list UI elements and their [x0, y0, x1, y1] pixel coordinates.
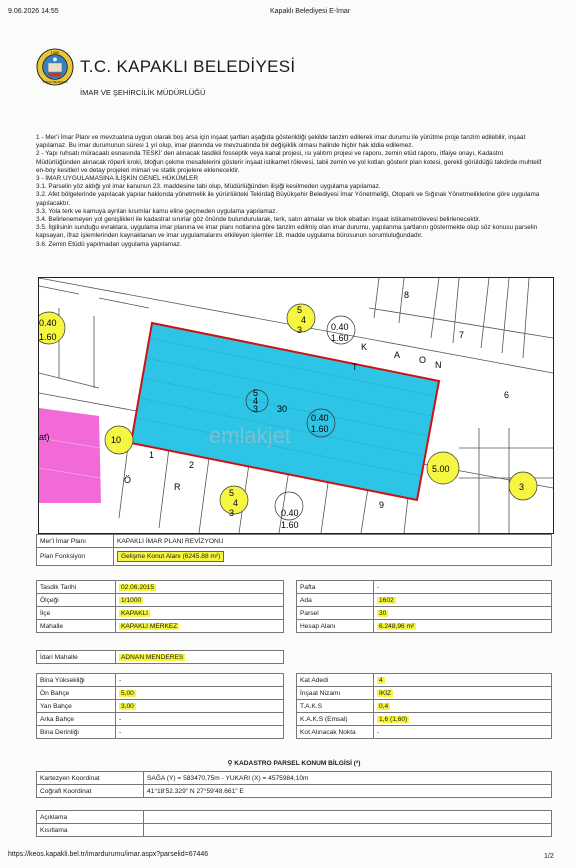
map-label-160-a: 1.60 — [39, 332, 57, 342]
note-1: 1 - Mer'i İmar Planı ve mevzuatına uygun olarak boş arsa için inşaat şartları aşağıda gösterildiği şekilde tanzim edilerek imar durumu ile yürütme proje tanzim edilebilir, inşaat yapılamaz. Bu imar durumunun süresi 1 yıl olup, imar planında ve mevzuatında bir değişiklik olması halinde hiçbir hak iddia edilemez. — [36, 134, 526, 150]
taks-label: T.A.K.S — [297, 700, 374, 713]
scale-label: Ölçeği — [37, 594, 116, 607]
front-yard-label: Ön Bahçe — [37, 687, 116, 700]
admin-neighborhood-table — [36, 650, 284, 664]
cartesian-label: Kartezyen Koordinat — [37, 772, 144, 785]
building-table-left — [36, 673, 284, 739]
geographic-label: Coğrafi Koordinat — [37, 785, 144, 798]
approval-date-value: 02.06.2015 — [121, 583, 155, 591]
plan-label: Mer'i İmar Planı — [37, 535, 114, 548]
map-label-5-a: 5 — [297, 305, 303, 315]
geographic-value: 41°18'52.329" N 27°59'48.661" E — [144, 785, 552, 798]
zoning-map-drawing — [39, 278, 553, 533]
map-label-4-a: 4 — [301, 315, 307, 325]
note-3-2: 3.2. Afet bölgelerinde yapılacak yapılar hakkında yönetmelik ile yürürlükteki Tekirdağ Büyükşehir Belediyesi İmar Yönetmeliği, Otopark ve Sığınak Yönetmeliklerine göre uygulama yapılacaktır. — [36, 191, 540, 207]
map-road-letter-o: Ö — [124, 475, 132, 485]
org-title: T.C. KAPAKLI BELEDİYESİ — [80, 57, 296, 76]
note-3-4: 3.4. Belirlenemeyen yol genişlikleri ile kadastral sınırlar göz önünde bulundurularak, terk, satın almalar ve blok ebatları inşaat istikametrölevesi belirlenecektir. — [36, 216, 481, 224]
map-road-letter-r: R — [174, 482, 181, 492]
map-road-letter-n: N — [435, 360, 442, 370]
location-pin-icon: ⚲ — [227, 760, 233, 767]
floor-count-label: Kat Adedi — [297, 674, 374, 687]
map-label-at: at) — [39, 432, 50, 442]
logo-name: KAPAKLI BELEDİYESİ — [42, 81, 68, 85]
building-height-label: Bina Yüksekliği — [37, 674, 116, 687]
page-number: 1/2 — [544, 853, 554, 860]
restriction-label: Kısıtlama — [37, 824, 144, 837]
admin-neighborhood-label: İdari Mahalle — [37, 651, 116, 664]
map-label-30: 30 — [277, 404, 288, 414]
map-label-10: 10 — [111, 435, 122, 445]
watermark-text: emlakjet — [209, 423, 291, 448]
map-label-1: 1 — [149, 450, 155, 460]
taks-value: 0,4 — [379, 702, 389, 710]
front-yard-value: 5,00 — [121, 689, 134, 697]
map-label-160-b: 1.60 — [331, 333, 349, 343]
org-subtitle: İMAR VE ŞEHİRCİLİK MÜDÜRLÜĞÜ — [80, 88, 206, 97]
function-value: Gelişme Konut Alanı (6245.88 m²) — [117, 551, 224, 562]
building-height-value: - — [116, 674, 284, 687]
rear-yard-label: Arka Bahçe — [37, 713, 116, 726]
general-notes — [36, 134, 544, 249]
notes-table — [36, 810, 552, 837]
location-table-left — [36, 580, 284, 633]
floor-count-value: 4 — [379, 676, 383, 684]
map-label-040-c: 0.40 — [311, 413, 329, 423]
map-label-040-d: 0.40 — [281, 508, 299, 518]
block-label: Ada — [297, 594, 374, 607]
admin-neighborhood-value: ADNAN MENDERES — [121, 653, 184, 661]
map-label-9: 9 — [379, 500, 385, 510]
scale-value: 1/1000 — [121, 596, 142, 604]
plan-value: KAPAKLI İMAR PLANI REVİZYONU — [114, 535, 552, 548]
note-3: 3 - İMAR UYGULAMASINA İLİŞKİN GENEL HÜKÜMLER — [36, 175, 199, 183]
map-label-2: 2 — [189, 460, 195, 470]
sheet-label: Pafta — [297, 581, 374, 594]
district-value: KAPAKLI — [121, 609, 148, 617]
footer-url[interactable]: https://keos.kapakli.bel.tr/imardurumu/imar.aspx?parselid=67446 — [8, 851, 209, 858]
map-road-letter-o2: O — [419, 355, 427, 365]
neighborhood-label: Mahalle — [37, 620, 116, 633]
cadastre-section-title: ⚲ KADASTRO PARSEL KONUM BİLGİSİ (²) — [227, 760, 361, 767]
note-3-5: 3.5. İlgilisinin sunduğu evraklara, uygulama imar planına ve imar planı notlarına göre tanzim edilmiş olan imar durumu, yapılanma şartlarını göstermekte olup söz konusu parselin kapsayan, ifraz işlemlerinden kaynaklanan ve imar uygulamalarını etkileyen işlemler 18. madde uygulama bürosunun sorumluluğundadır. — [36, 224, 538, 240]
function-label: Plan Fonksiyon — [37, 548, 114, 566]
note-2: 2 - Yapı ruhsatı müracaatı esnasında TESKİ' den alınacak tasdikli fosseptik veya kanal projesi, ısı yalıtım projesi ve raporu, zemin etüd raporu, itfaiye onayı, Kadastro Müdürlüğünden alınacak röperli kroki, bloğun çekme mesafelerini gösterir inşaat istikamet rölevesi, tabii zemin ve yol kotları gösterir plan kotesi, gerekli görüldüğü takdirde muhtelif en-boy kesitleri ve detay projeleri mimari ve statik projelere eklenecektir. — [36, 150, 542, 174]
district-label: İlçe — [37, 607, 116, 620]
restriction-value — [144, 824, 552, 837]
map-label-3-d: 3 — [519, 482, 525, 492]
parcel-value: 30 — [379, 609, 387, 617]
building-depth-label: Bina Derinliği — [37, 726, 116, 739]
neighborhood-value: KAPAKLI MERKEZ — [121, 622, 178, 630]
side-yard-value: 3,00 — [121, 702, 134, 710]
map-label-4-b: 4 — [253, 396, 259, 406]
print-header-title: Kapaklı Belediyesi E-İmar — [270, 8, 351, 15]
area-label: Hesap Alanı — [297, 620, 374, 633]
note-3-6: 3.6. Zemin Etüdü yapılmadan uygulama yapılamaz. — [36, 240, 182, 248]
map-label-6: 6 — [504, 390, 510, 400]
description-label: Açıklama — [37, 811, 144, 824]
map-label-160-d: 1.60 — [281, 520, 299, 530]
map-label-8: 8 — [404, 290, 410, 300]
kaks-value: 1,6 (1,60) — [379, 715, 408, 723]
level-point-label: Kot Alınacak Nokta — [297, 726, 374, 739]
print-datetime: 9.06.2026 14:55 — [8, 8, 59, 15]
description-value — [144, 811, 552, 824]
map-label-5-b: 5 — [253, 388, 259, 398]
block-value: 1602 — [379, 596, 394, 604]
pink-zone — [39, 408, 101, 503]
map-label-160-c: 1.60 — [311, 424, 329, 434]
side-yard-label: Yan Bahçe — [37, 700, 116, 713]
area-value: 6.248,96 m² — [379, 622, 415, 630]
rear-yard-value: - — [116, 713, 284, 726]
construction-order-value: İKİZ — [379, 689, 392, 697]
map-road-letter-t: T — [352, 362, 358, 372]
kaks-label: K.A.K.S (Emsal) — [297, 713, 374, 726]
building-depth-value: - — [116, 726, 284, 739]
map-label-3-b: 3 — [253, 404, 259, 414]
map-label-040-b: 0.40 — [331, 322, 349, 332]
cartesian-value: SAĞA (Y) = 583470,75m - YUKARI (X) = 4575984,10m — [144, 772, 552, 785]
municipality-logo — [36, 48, 74, 86]
sheet-value: - — [374, 581, 552, 594]
map-road-letter-a: A — [394, 350, 401, 360]
parcel-label: Parsel — [297, 607, 374, 620]
note-3-3: 3.3. Yola terk ve kamuya ayrılan kısımlar kamu eline geçmeden uygulama yapılamaz. — [36, 207, 278, 215]
building-table-right — [296, 673, 552, 739]
coordinates-table — [36, 771, 552, 798]
level-point-value: - — [374, 726, 552, 739]
zoning-map[interactable] — [38, 277, 554, 534]
construction-order-label: İnşaat Nizamı — [297, 687, 374, 700]
note-3-1: 3.1. Parselin yöz aldığı yol imar kanunun 23. maddesine tabi olup, Müdürlüğünden ilişiği kesilmeden uygulama yapılamaz. — [36, 183, 381, 191]
plan-info-table — [36, 534, 552, 566]
approval-date-label: Tasdik Tarihi — [37, 581, 116, 594]
location-table-right — [296, 580, 552, 633]
logo-year: 1986 — [50, 51, 60, 56]
map-label-5-c: 5 — [229, 488, 235, 498]
map-label-3-a: 3 — [297, 325, 303, 335]
map-label-040-a: 0.40 — [39, 318, 57, 328]
map-label-500: 5.00 — [432, 464, 450, 474]
map-label-7: 7 — [459, 330, 465, 340]
map-label-3-c: 3 — [229, 508, 235, 518]
map-road-letter-k: K — [361, 342, 368, 352]
map-label-4-c: 4 — [233, 498, 239, 508]
